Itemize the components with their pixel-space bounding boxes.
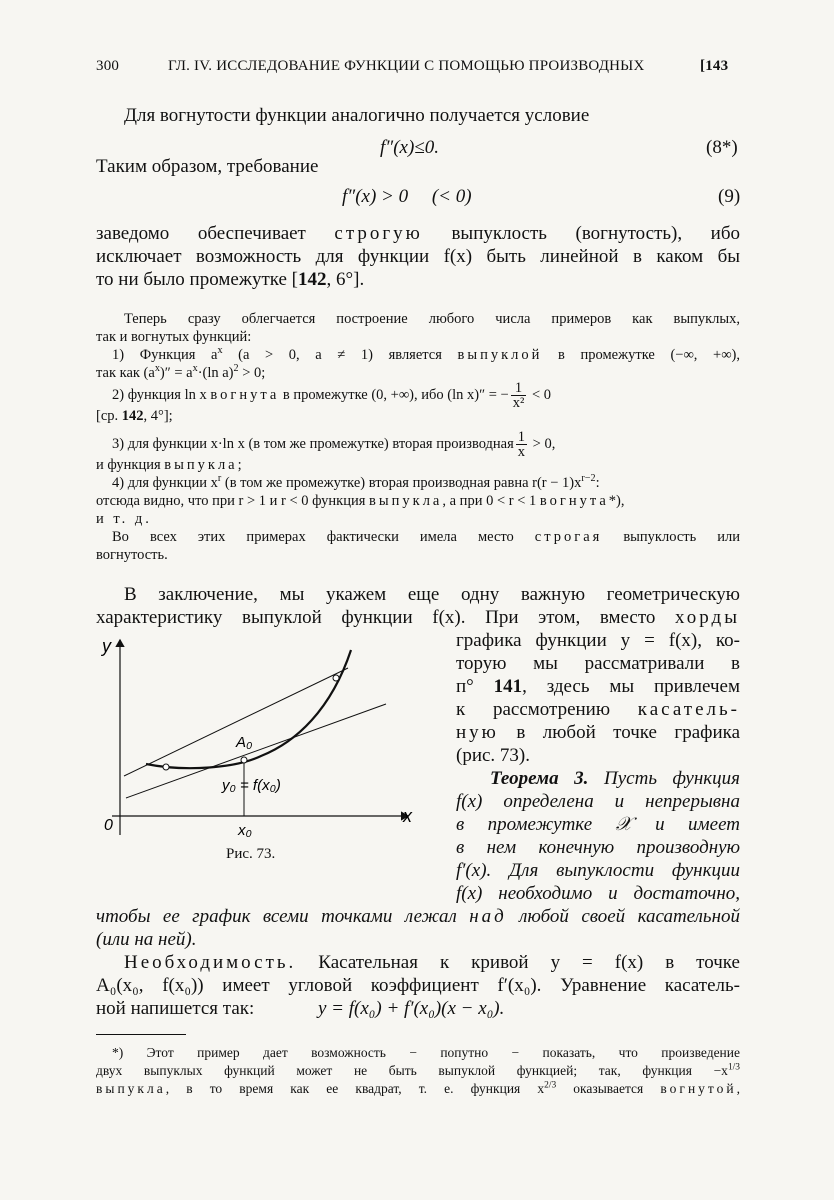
intro-line-1: Для вогнутости функции аналогично получается условие bbox=[124, 105, 590, 126]
y0-label: y₀ = f(x₀) bbox=[222, 777, 281, 794]
x0-label: x₀ bbox=[238, 822, 252, 839]
footnote-separator bbox=[96, 1034, 186, 1035]
point-a0-label: A₀ bbox=[236, 734, 253, 751]
necessity-line-2: A₀(x₀, f(x₀)) имеет угловой коэффициент f′(x₀). Уравнение касатель- bbox=[96, 975, 740, 996]
theorem-line-8: (или на ней). bbox=[96, 929, 197, 950]
footnote-line-2: двух выпуклых функций может не быть выпуклой функцией; так, функция $-x^{1/3}$ bbox=[96, 1062, 740, 1078]
formula-8-label: (8*) bbox=[706, 137, 738, 158]
necessity-line-1: Необходимость. Касательная к кривой y = f(x) в точке bbox=[124, 952, 740, 973]
formula-8: f″(x)≤0. bbox=[380, 137, 439, 158]
tangent-equation: y = f(x₀) + f′(x₀)(x − x₀). bbox=[318, 998, 505, 1019]
footnote-line-1: *) Этот пример дает возможность − попутно − показать, что произведение bbox=[112, 1045, 740, 1060]
theorem-line-1: Теорема 3. Пусть функция bbox=[490, 768, 740, 789]
footnote-line-3: выпукла, в то время как ее квадрат, т. е. функция $x^{2/3}$ оказывается вогнутой, bbox=[96, 1080, 740, 1096]
examples-summary-line-b: вогнутость. bbox=[96, 547, 168, 563]
chapter-title: ГЛ. IV. ИССЛЕДОВАНИЕ ФУНКЦИИ С ПОМОЩЬЮ ПРОИЗВОДНЫХ bbox=[168, 58, 645, 74]
example-3-line-b: и функция выпукла; bbox=[96, 457, 242, 473]
intro-line-2: Таким образом, требование bbox=[96, 156, 319, 177]
theorem-line-4: в нем конечную производную bbox=[456, 837, 740, 858]
example-4-line-b: отсюда видно, что при r > 1 и r < 0 функция выпукла, а при 0 < r < 1 вогнута*), bbox=[96, 493, 625, 509]
necessity-line-3: ной напишется так: bbox=[96, 998, 255, 1019]
x-axis-label: x bbox=[403, 806, 412, 826]
theorem-line-5: f′(x). Для выпуклости функции bbox=[456, 860, 740, 881]
origin-label: 0 bbox=[104, 817, 113, 834]
formula-9-label: (9) bbox=[718, 186, 741, 207]
examples-line-1: Теперь сразу облегчается построение любого числа примеров как выпуклых, bbox=[124, 311, 740, 327]
y-axis-label: y bbox=[102, 636, 111, 656]
example-4-line-c: и т. д. bbox=[96, 511, 152, 527]
example-3-line-a: 3) для функции x·ln x (в том же промежутке) вторая производная $\frac{1}{x}$ > 0, bbox=[112, 429, 556, 460]
figure-73 bbox=[96, 630, 446, 870]
conclusion-right-6: (рис. 73). bbox=[456, 745, 531, 766]
tangency-point-a0 bbox=[241, 757, 247, 763]
conclusion-right-5: ную в любой точке графика bbox=[456, 722, 740, 743]
conclusion-right-1: графика функции y = f(x), ко- bbox=[456, 630, 740, 651]
chord-line bbox=[124, 668, 348, 776]
conclusion-right-2: торую мы рассматривали в bbox=[456, 653, 740, 674]
examples-line-2: так и вогнутых функций: bbox=[96, 329, 252, 345]
conclusion-right-4: к рассмотрению касатель- bbox=[456, 699, 740, 720]
page-number: 300 bbox=[96, 58, 120, 74]
chord-point-right bbox=[333, 675, 339, 681]
figure-caption: Рис. 73. bbox=[226, 846, 276, 862]
intro-para-line-a: заведомо обеспечивает строгую выпуклость (вогнутость), ибо bbox=[96, 223, 741, 244]
theorem-line-7: чтобы ее график всеми точками лежал над любой своей касательной bbox=[96, 906, 740, 927]
examples-summary-line-a: Во всех этих примерах фактически имела место строгая выпуклость или bbox=[112, 529, 740, 545]
chord-point-left bbox=[163, 764, 169, 770]
example-1-line-b: так как $(a^x)'' = a^x\cdot(\ln$ a)$^2$ > 0; bbox=[96, 363, 266, 381]
example-1-line-a: 1) Функция $a^x$ (a > 0, a ≠ 1) является выпуклой в промежутке (−∞, +∞), bbox=[112, 345, 740, 363]
theorem-line-2: f(x) определена и непрерывна bbox=[456, 791, 740, 812]
formula-9: f″(x) > 0 (< 0) bbox=[342, 186, 472, 207]
example-2-line-b: [ср. 142, 4°]; bbox=[96, 408, 173, 424]
intro-para-line-b: исключает возможность для функции f(x) быть линейной в каком бы bbox=[96, 246, 740, 267]
theorem-line-6: f(x) необходимо и достаточно, bbox=[456, 883, 740, 904]
intro-para-line-c: то ни было промежутке [142, 6°]. bbox=[96, 269, 365, 290]
conclusion-line-1: В заключение, мы укажем еще одну важную геометрическую bbox=[124, 584, 740, 605]
example-4-line-a: 4) для функции $x^r$ (в том же промежутке) вторая производная равна $r(r - 1)x^{r-2}$: bbox=[112, 473, 600, 491]
theorem-line-3: в промежутке 𝒳 и имеет bbox=[456, 814, 740, 835]
conclusion-line-2: характеристику выпуклой функции f(x). При этом, вместо хорды bbox=[96, 607, 740, 628]
example-2-line-a: 2) функция ln x вогнута в промежутке (0, +∞), ибо (ln x)″ = − $\frac{1}{\text{x²}}$ < 0 bbox=[112, 380, 552, 411]
conclusion-right-3: п° 141, здесь мы привлечем bbox=[456, 676, 740, 697]
section-number: [143 bbox=[700, 58, 729, 74]
